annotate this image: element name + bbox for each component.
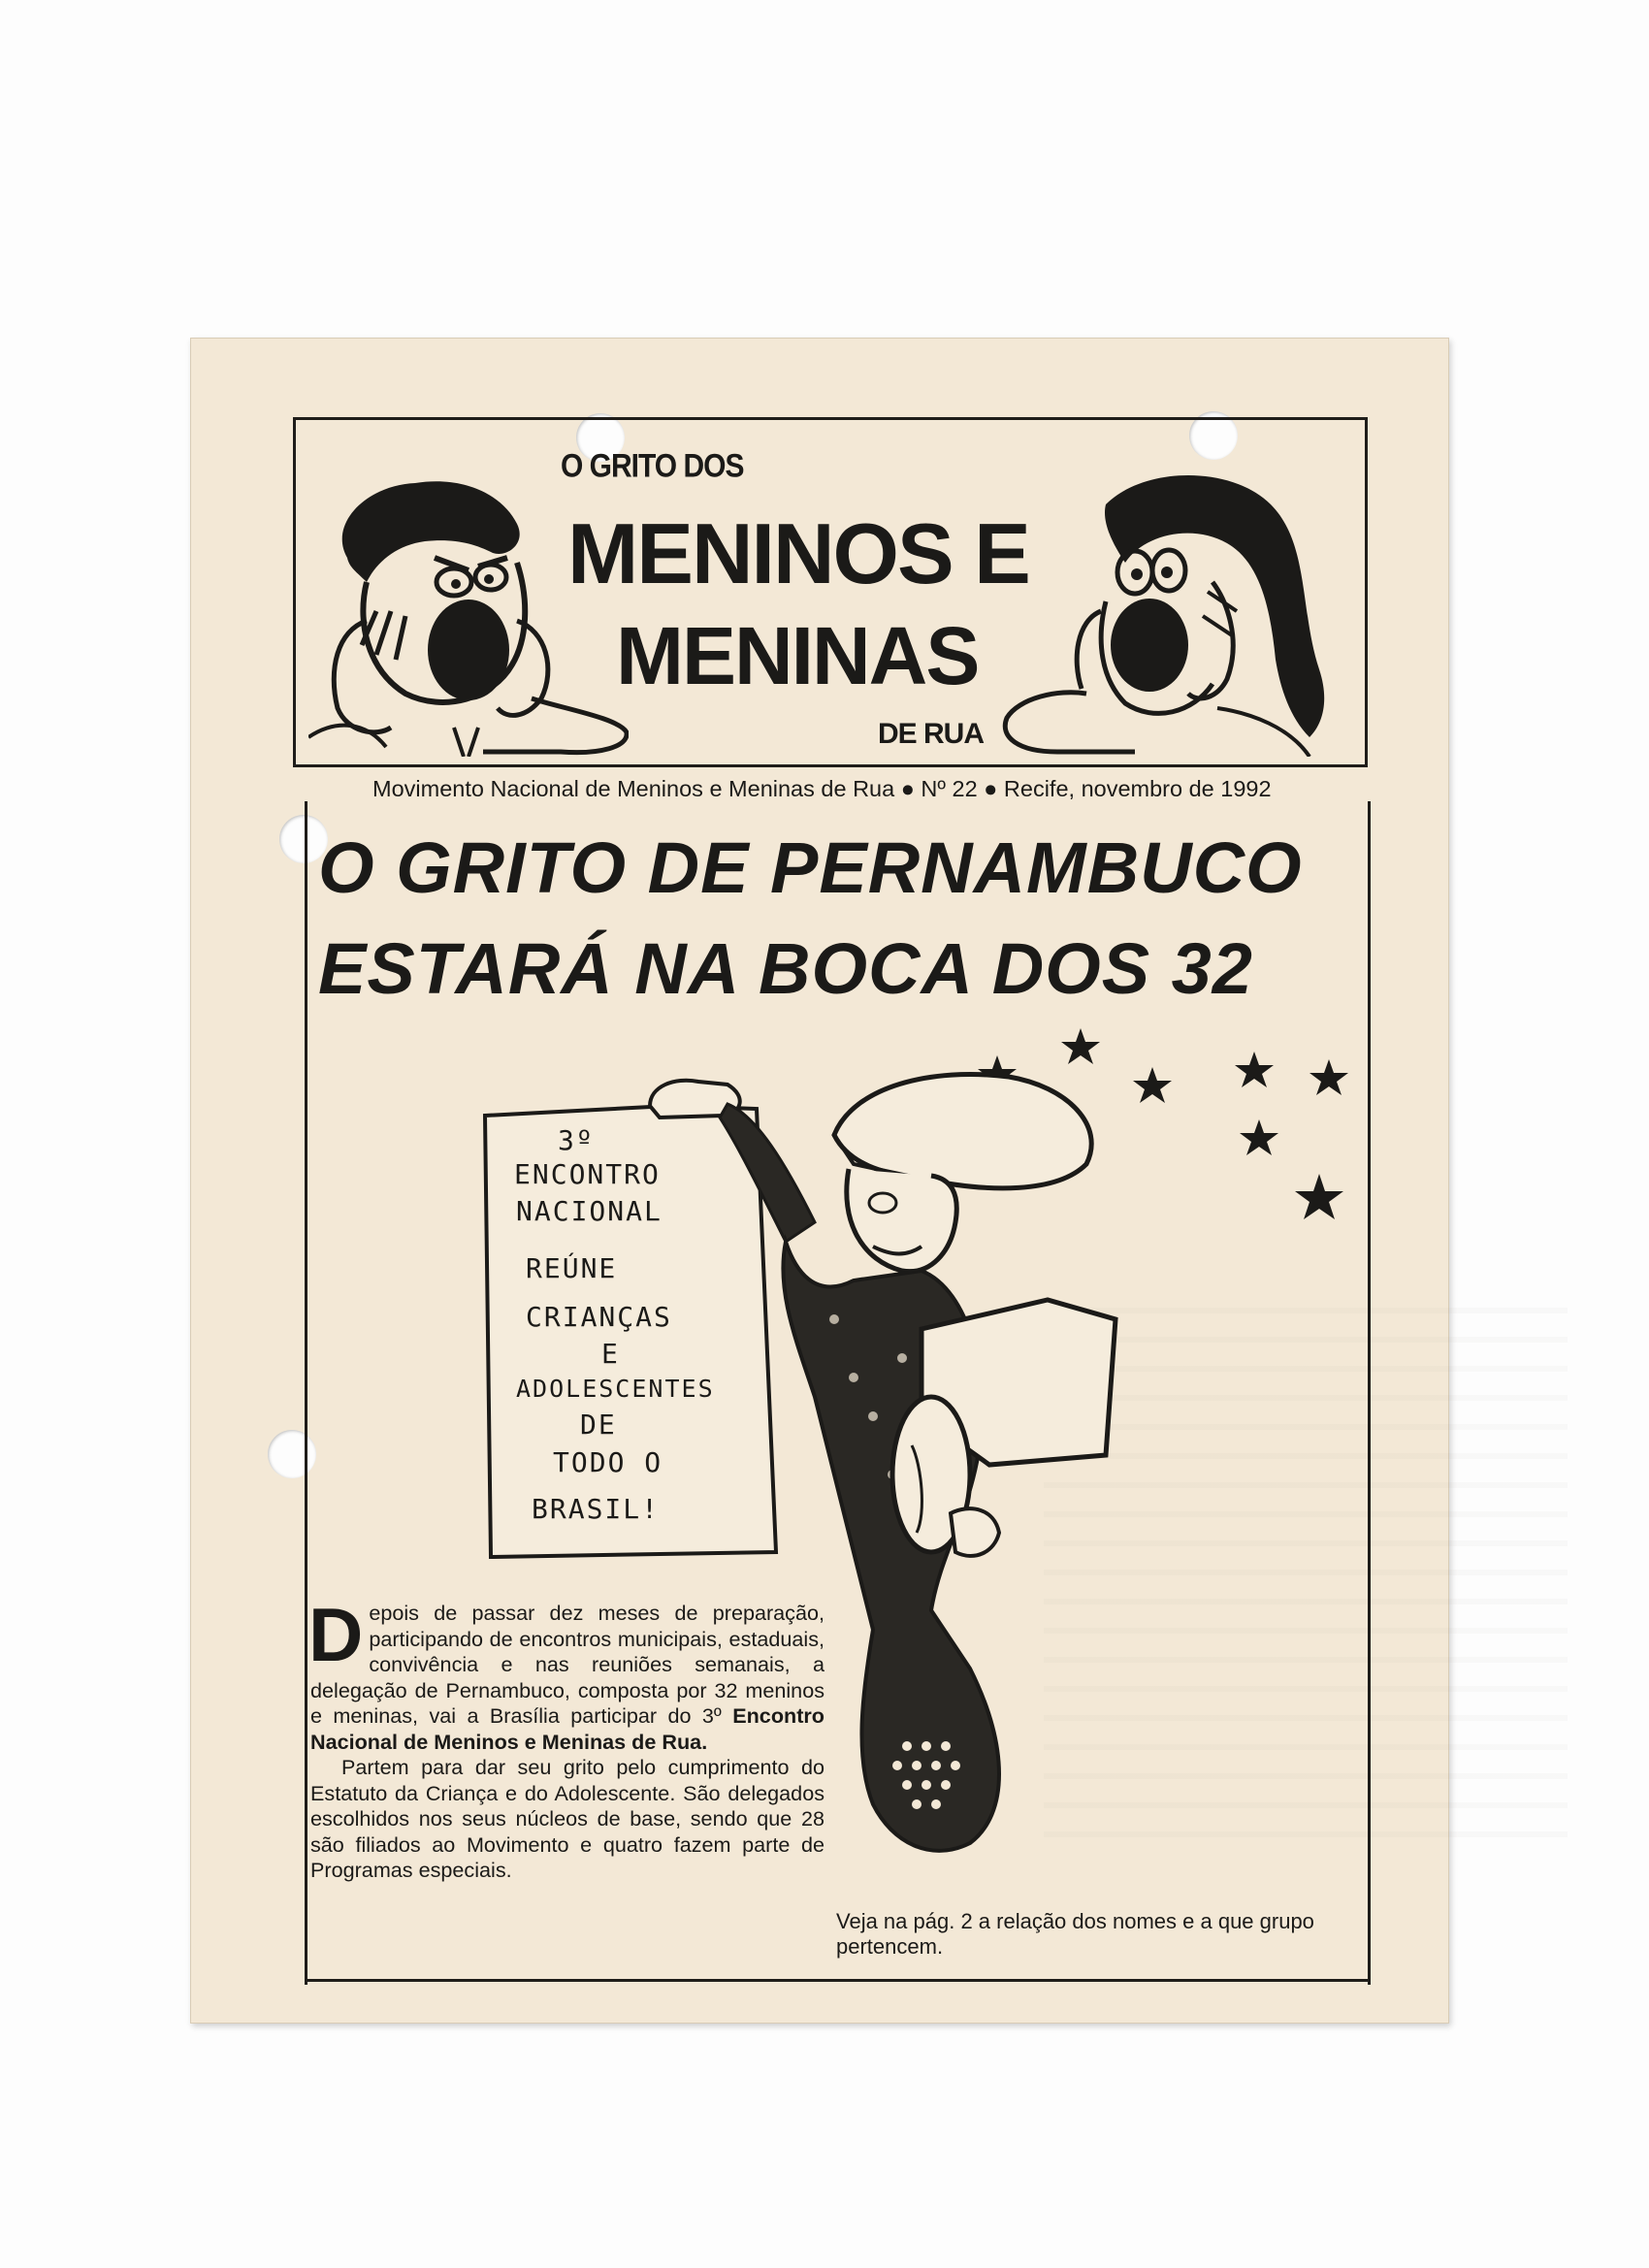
sign-line-2: ENCONTRO — [514, 1158, 661, 1190]
headline-line1: O GRITO DE PERNAMBUCO — [318, 827, 1303, 908]
masthead-title-suffix: DE RUA — [878, 718, 985, 750]
sign-line-1: 3º — [558, 1124, 595, 1156]
article-body — [308, 1592, 824, 1884]
drop-cap: D — [308, 1592, 364, 1677]
article-paragraph-1-end: . — [701, 1729, 708, 1754]
sign-line-6: E — [601, 1338, 620, 1370]
frame-bottom-rule — [305, 1979, 1371, 1982]
sign-line-9: TODO O — [553, 1446, 663, 1478]
masthead-kicker: O GRITO DOS — [561, 447, 744, 485]
article-paragraph-1 — [308, 1592, 824, 1755]
punch-hole-low-left — [268, 1430, 316, 1478]
sign-line-8: DE — [580, 1409, 617, 1441]
headline-line2: ESTARÁ NA BOCA DOS 32 — [318, 928, 1253, 1009]
masthead-title-line2: MENINAS — [616, 610, 979, 701]
sign-line-5: CRIANÇAS — [526, 1301, 672, 1333]
sign-line-10: BRASIL! — [532, 1493, 661, 1525]
frame-left-rule — [305, 801, 307, 1985]
sign-line-7: ADOLESCENTES — [516, 1375, 715, 1403]
masthead-title-line1: MENINOS E — [567, 505, 1029, 601]
article-paragraph-2: Partem para dar seu grito pelo cumprimento do Estatuto da Criança e do Adolescente. São delegados escolhidos nos seus núcleos de base, sendo que 28 são filiados ao Movimento e quatro fazem parte de Programas especiais. — [310, 1755, 824, 1882]
sign-line-3: NACIONAL — [516, 1195, 663, 1227]
illustration-caption: Veja na pág. 2 a relação dos nomes e a que grupo pertencem. — [836, 1909, 1314, 1959]
girl-shouting-illustration — [999, 466, 1339, 757]
masthead-subtitle: Movimento Nacional de Meninos e Meninas de Rua ● Nº 22 ● Recife, novembro de 1992 — [372, 776, 1272, 801]
article-paragraph-1-bold: Encontro Nacional de Meninos e Meninas de Rua — [310, 1703, 824, 1754]
sign-line-4: REÚNE — [526, 1252, 618, 1284]
article-paragraph-1-text: epois de passar dez meses de preparação, participando de encontros municipais, estaduais, convivência e nas reuniões semanais, a delegação de Pernambuco, composta por 32 meninos e meninas, vai a Brasília participar do 3º — [310, 1601, 824, 1728]
